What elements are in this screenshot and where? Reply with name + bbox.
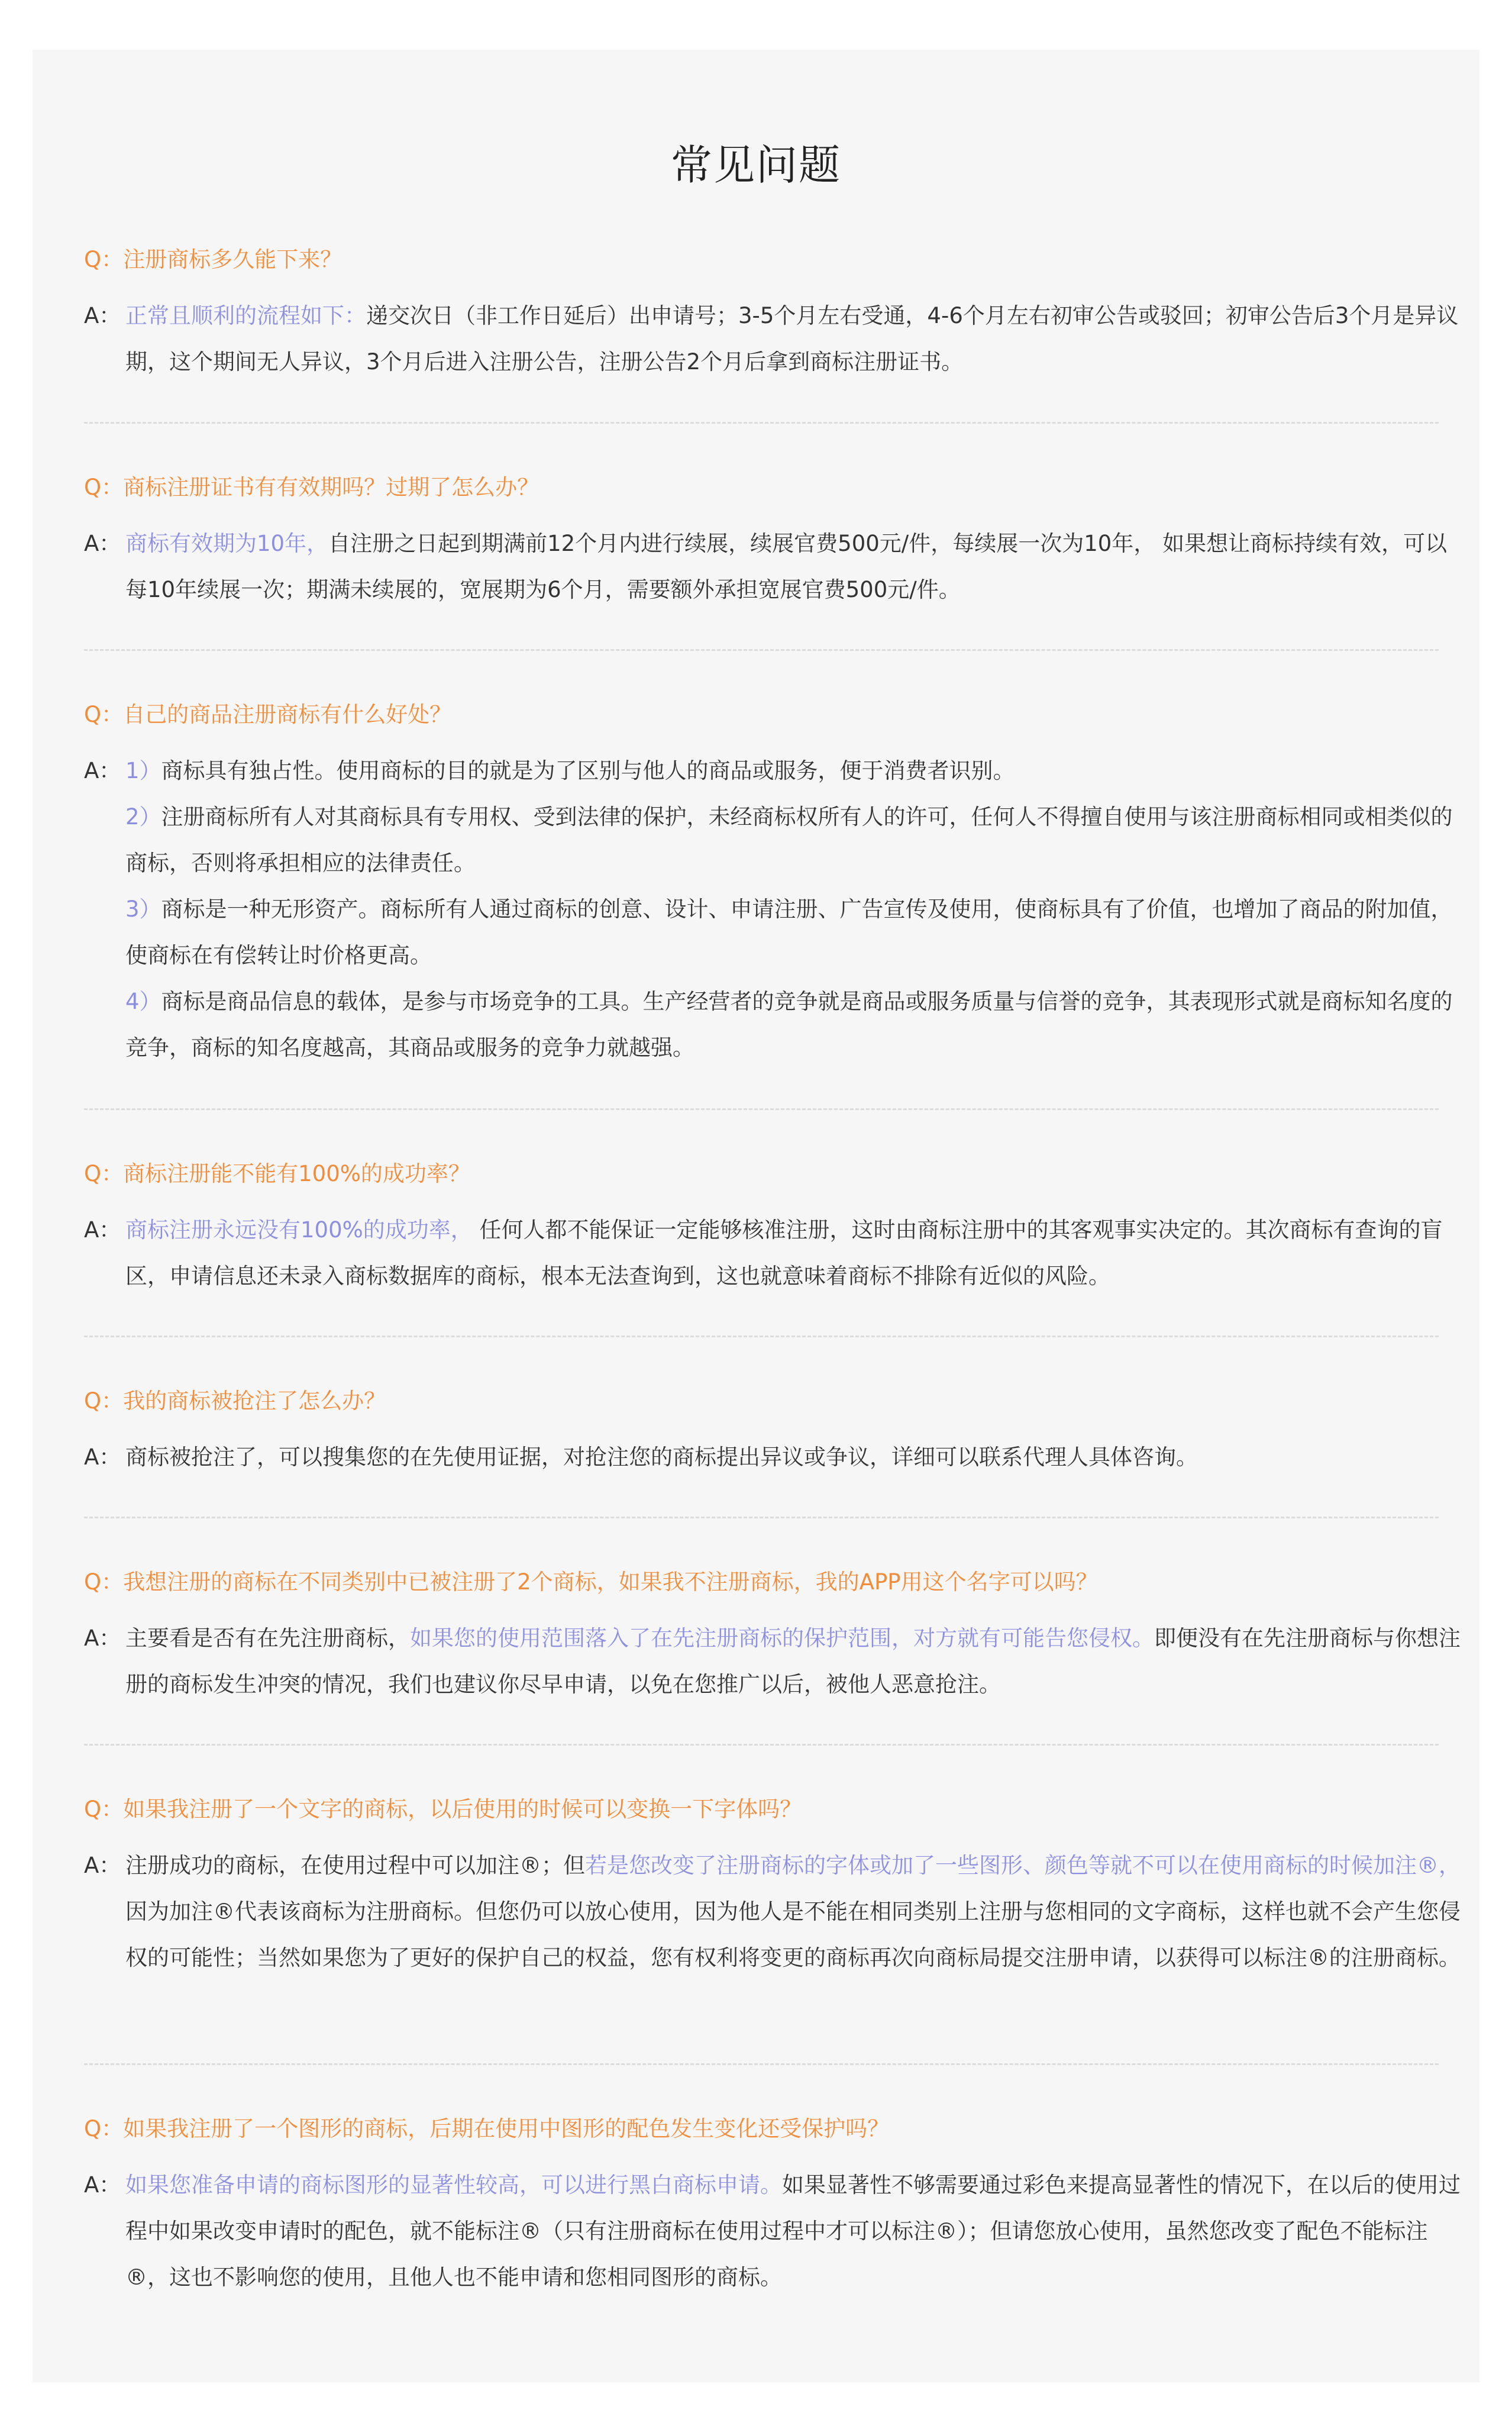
faq-item-7 — [84, 1792, 1462, 1981]
answer-highlight: 商标注册永远没有100%的成功率， — [125, 1217, 473, 1243]
answer-prefix: A： — [84, 2172, 121, 2198]
answer-text: 即便没有在先注册商标与你想注册的商标发生冲突的情况，我们也建议你尽早申请，以免在您推广以后，被他人恶意抢注。 — [125, 1625, 1461, 1697]
answer-highlight: 若是您改变了注册商标的字体或加了一些图形、颜色等就不可以在使用商标的时候加注®， — [585, 1853, 1461, 1878]
faq-item-1 — [84, 242, 1462, 385]
divider — [84, 1336, 1439, 1337]
divider — [84, 1108, 1439, 1110]
divider — [84, 649, 1439, 651]
answer-highlight: 正常且顺利的流程如下： — [125, 303, 366, 328]
item-text: 商标是一种无形资产。商标所有人通过商标的创意、设计、申请注册、广告宣传及使用，使商标具有了价值，也增加了商品的附加值，使商标在有偿转让时价格更高。 — [125, 896, 1453, 968]
answer-list-item — [125, 979, 1462, 1071]
faq-answer — [84, 748, 1462, 1071]
faq-item-6 — [84, 1565, 1462, 1708]
answer-list-item — [125, 886, 1462, 979]
answer-text: 自注册之日起到期满前12个月内进行续展，续展官费500元/件，每续展一次为10年， 如果想让商标持续有效，可以每10年续展一次；期满未续展的，宽展期为6个月，需要额外承担宽展官费500元/件。 — [125, 531, 1448, 602]
faq-question: Q：注册商标多久能下来？ — [84, 247, 343, 272]
faq-question: Q：商标注册证书有有效期吗？过期了怎么办？ — [84, 475, 539, 500]
faq-item-3 — [84, 697, 1462, 1071]
faq-question: Q：如果我注册了一个图形的商标，后期在使用中图形的配色发生变化还受保护吗？ — [84, 2116, 890, 2141]
faq-answer — [84, 1434, 1462, 1480]
faq-answer — [84, 1207, 1462, 1299]
item-number: 1） — [125, 758, 161, 783]
item-number: 3） — [125, 896, 161, 922]
faq-panel — [33, 50, 1479, 2382]
answer-prefix: A： — [84, 1625, 121, 1651]
item-number: 2） — [125, 804, 161, 830]
answer-list-item — [125, 748, 1462, 794]
page-title: 常见问题 — [671, 141, 841, 189]
faq-item-4 — [84, 1156, 1462, 1299]
answer-highlight: 如果您准备申请的商标图形的显著性较高，可以进行黑白商标申请。 — [125, 2172, 782, 2198]
faq-question: Q：自己的商品注册商标有什么好处？ — [84, 702, 452, 727]
answer-text-lead: 注册成功的商标，在使用过程中可以加注®；但 — [125, 1853, 585, 1878]
faq-question: Q：如果我注册了一个文字的商标，以后使用的时候可以变换一下字体吗？ — [84, 1796, 802, 1822]
answer-prefix: A： — [84, 303, 121, 328]
faq-item-2 — [84, 470, 1462, 613]
answer-highlight: 如果您的使用范围落入了在先注册商标的保护范围，对方就有可能告您侵权。 — [410, 1625, 1154, 1651]
item-text: 商标具有独占性。使用商标的目的就是为了区别与他人的商品或服务，便于消费者识别。 — [161, 758, 1015, 783]
answer-prefix: A： — [84, 1853, 121, 1878]
item-text: 商标是商品信息的载体，是参与市场竞争的工具。生产经营者的竞争就是商品或服务质量与信誉的竞争，其表现形式就是商标知名度的竞争，商标的知名度越高，其商品或服务的竞争力就越强。 — [125, 989, 1453, 1060]
answer-prefix: A： — [84, 1444, 121, 1470]
item-number: 4） — [125, 989, 161, 1014]
answer-text: 递交次日（非工作日延后）出申请号；3-5个月左右受通，4-6个月左右初审公告或驳回；初审公告后3个月是异议期，这个期间无人异议，3个月后进入注册公告，注册公告2个月后拿到商标注册证书。 — [125, 303, 1459, 375]
divider — [84, 2063, 1439, 2065]
answer-list-item — [125, 794, 1462, 886]
faq-item-5 — [84, 1383, 1462, 1480]
divider — [84, 1517, 1439, 1518]
answer-prefix: A： — [84, 531, 121, 556]
faq-answer — [84, 1843, 1462, 1981]
faq-question: Q：我的商标被抢注了怎么办？ — [84, 1388, 386, 1414]
answer-text: 因为加注®代表该商标为注册商标。但您仍可以放心使用，因为他人是不能在相同类别上注册与您相同的文字商标，这样也就不会产生您侵权的可能性；当然如果您为了更好的保护自己的权益，您有权利将变更的商标再次向商标局提交注册申请，以获得可以标注®的注册商标。 — [125, 1899, 1461, 1970]
divider — [84, 422, 1439, 424]
answer-highlight: 商标有效期为10年， — [125, 531, 329, 556]
faq-question: Q：我想注册的商标在不同类别中已被注册了2个商标，如果我不注册商标，我的APP用这个名字可以吗？ — [84, 1569, 1098, 1595]
answer-text: 商标被抢注了，可以搜集您的在先使用证据，对抢注您的商标提出异议或争议，详细可以联系代理人具体咨询。 — [125, 1444, 1198, 1470]
faq-answer — [84, 1615, 1462, 1708]
faq-item-8 — [84, 2111, 1462, 2301]
faq-answer — [84, 521, 1462, 613]
answer-prefix: A： — [84, 1217, 121, 1243]
answer-text: 任何人都不能保证一定能够核准注册，这时由商标注册中的其客观事实决定的。其次商标有查询的盲区，申请信息还未录入商标数据库的商标，根本无法查询到，这也就意味着商标不排除有近似的风险。 — [125, 1217, 1443, 1289]
answer-prefix: A： — [84, 758, 121, 783]
faq-answer — [84, 293, 1462, 385]
faq-answer — [84, 2162, 1462, 2301]
divider — [84, 1744, 1439, 1746]
item-text: 注册商标所有人对其商标具有专用权、受到法律的保护，未经商标权所有人的许可，任何人不得擅自使用与该注册商标相同或相类似的商标，否则将承担相应的法律责任。 — [125, 804, 1453, 876]
faq-question: Q：商标注册能不能有100%的成功率？ — [84, 1161, 470, 1186]
answer-text: 如果显著性不够需要通过彩色来提高显著性的情况下，在以后的使用过程中如果改变申请时的配色，就不能标注®（只有注册商标在使用过程中才可以标注®）；但请您放心使用，虽然您改变了配色不能标注®，这也不影响您的使用，且他人也不能申请和您相同图形的商标。 — [125, 2172, 1461, 2290]
answer-text-lead: 主要看是否有在先注册商标， — [125, 1625, 410, 1651]
